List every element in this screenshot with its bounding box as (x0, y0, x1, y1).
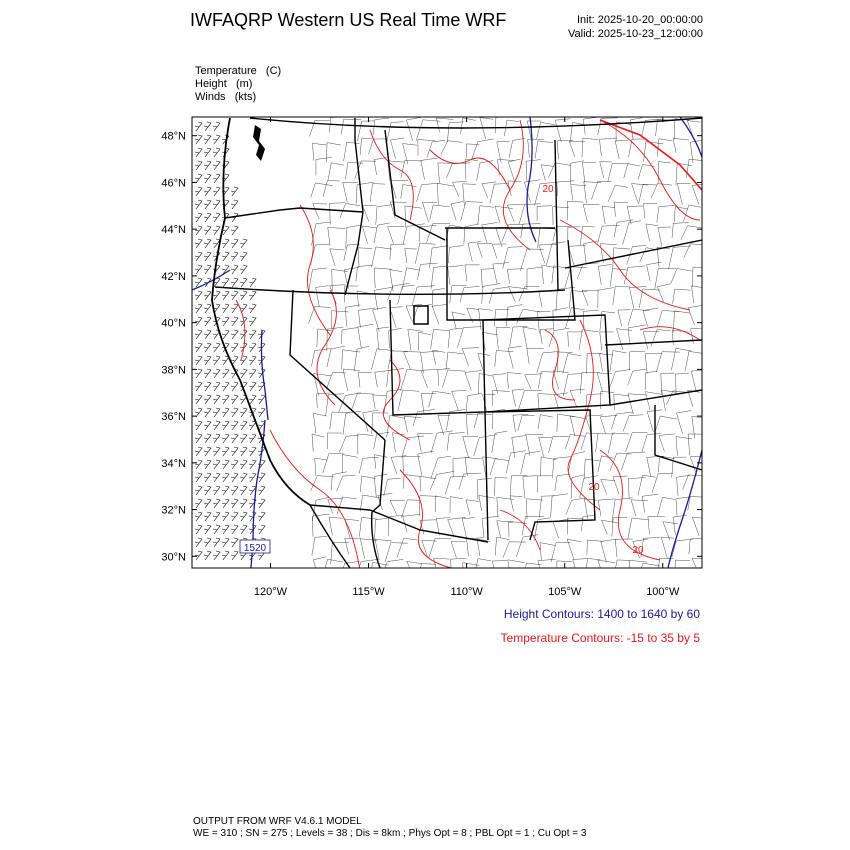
latitude-tick-label: 32°N (161, 504, 186, 517)
height-contour-label: 1520 (243, 543, 267, 554)
height-contour-label-box (240, 540, 270, 554)
latitude-tick-label: 46°N (161, 177, 186, 190)
longitude-tick-label: 110°W (450, 586, 483, 598)
temperature-contour-label: 20 (588, 482, 600, 493)
valid-time: Valid: 2025-10-23_12:00:00 (568, 28, 703, 40)
longitude-tick-label: 100°W (646, 586, 680, 598)
latitude-tick-label: 38°N (161, 364, 186, 377)
height-contours-legend: Height Contours: 1400 to 1640 by 60 (503, 607, 700, 621)
model-version: OUTPUT FROM WRF V4.6.1 MODEL (193, 816, 362, 827)
latitude-tick-label: 34°N (161, 457, 186, 470)
init-time: Init: 2025-10-20_00:00:00 (577, 14, 703, 26)
latitude-tick-label: 40°N (161, 317, 186, 330)
field-temperature: Temperature (C) (195, 65, 282, 77)
latitude-tick-label: 36°N (161, 411, 186, 424)
latitude-tick-label: 48°N (161, 130, 186, 143)
map-background (192, 117, 702, 568)
latitude-tick-label: 42°N (161, 270, 186, 283)
model-info (193, 816, 586, 840)
latitude-tick-label: 44°N (161, 224, 186, 237)
page-title: IWFAQRP Western US Real Time WRF (190, 10, 507, 30)
map-area (192, 116, 709, 584)
longitude-tick-label: 105°W (548, 586, 582, 598)
model-config: WE = 310 ; SN = 275 ; Levels = 38 ; Dis = 8km ; Phys Opt = 8 ; PBL Opt = 1 ; Cu Opt = 3 (193, 828, 587, 839)
latitude-tick-label: 30°N (161, 551, 186, 564)
field-winds: Winds (kts) (195, 91, 257, 103)
temperature-contour-label: 20 (542, 184, 554, 195)
temperature-contour-label: 20 (632, 545, 644, 556)
field-height: Height (m) (195, 78, 253, 90)
longitude-tick-label: 120°W (253, 586, 288, 598)
temperature-contours-legend: Temperature Contours: -15 to 35 by 5 (500, 631, 700, 645)
longitude-tick-label: 115°W (352, 586, 385, 598)
